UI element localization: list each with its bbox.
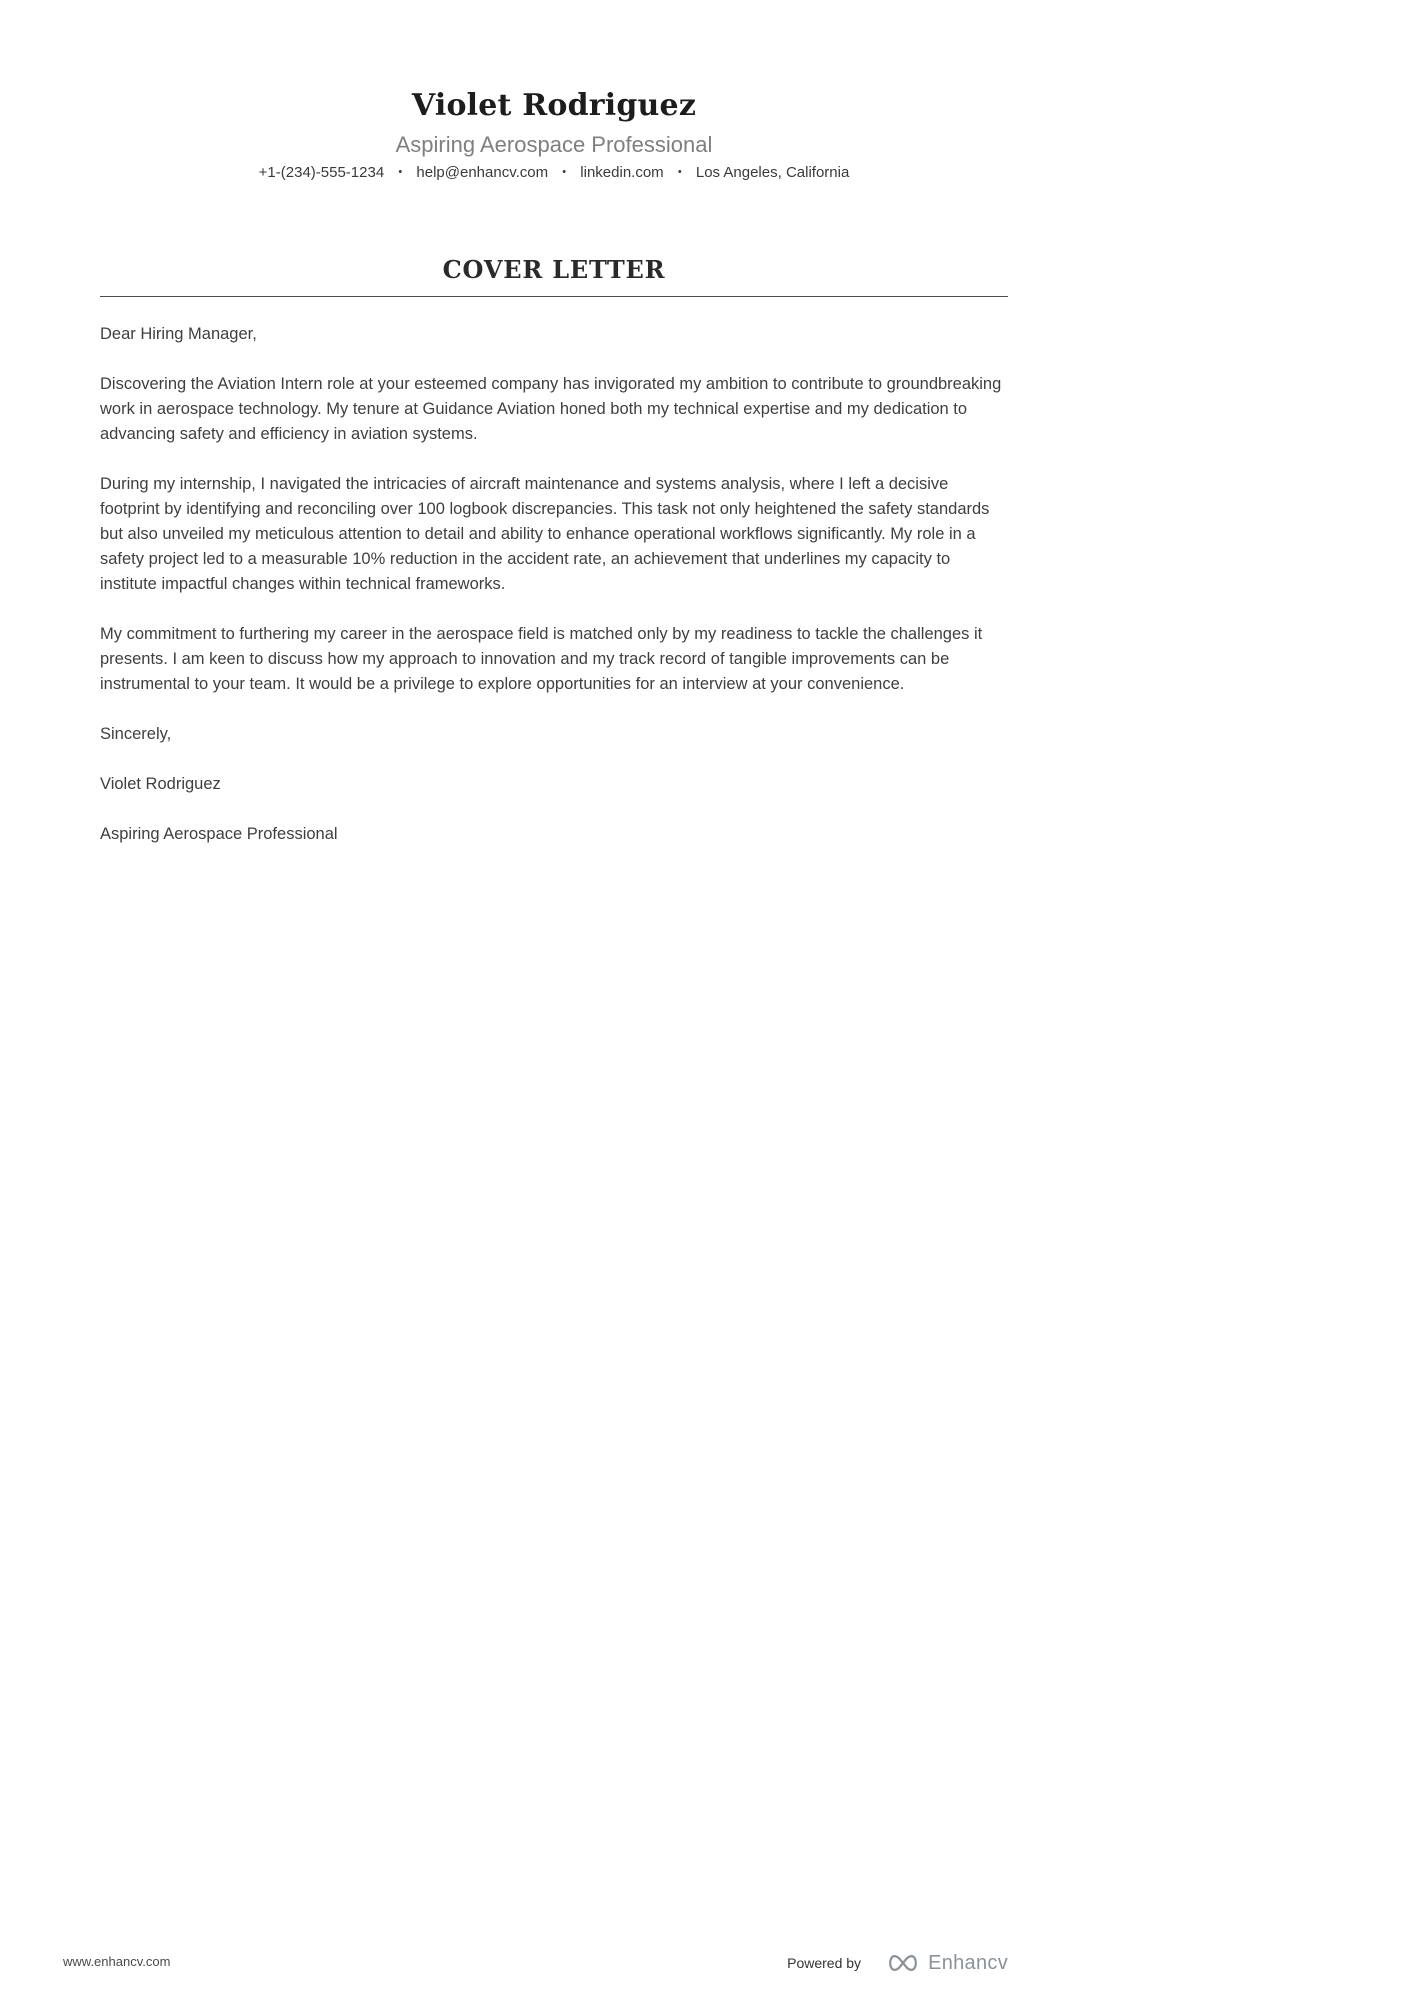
enhancv-logo[interactable] (885, 1951, 1008, 1975)
closing: Sincerely, (100, 725, 172, 743)
linkedin-link[interactable]: linkedin.com (580, 164, 664, 181)
person-name: Violet Rodriguez (411, 88, 697, 123)
section-title: COVER LETTER (442, 255, 666, 284)
footer-website-link[interactable]: www.enhancv.com (63, 1954, 171, 1969)
content-column (100, 0, 1008, 872)
signature-title: Aspiring Aerospace Professional (100, 825, 338, 843)
footer-branding (787, 1951, 1008, 1975)
letter-body (100, 322, 1008, 847)
enhancv-infinity-icon (885, 1951, 921, 1975)
bullet-separator: • (677, 166, 682, 178)
enhancv-brand-text: Enhancv (928, 1951, 1008, 1974)
email-link[interactable]: help@enhancv.com (416, 164, 549, 181)
paragraph-3: My commitment to furthering my career in the aerospace field is matched only by my readiness to tackle the challenges it presents. I am keen to discuss how my approach to innovation and my track record of tangible improvements can be instrumental to your team. It would be a privilege to explore opportunities for an interview at your convenience. (100, 625, 983, 693)
section-divider (100, 296, 1008, 297)
location-text: Los Angeles, California (695, 164, 850, 181)
document-header (100, 0, 1008, 181)
person-job-title: Aspiring Aerospace Professional (395, 132, 713, 157)
signature-name: Violet Rodriguez (100, 775, 221, 793)
phone-number: +1-(234)-555-1234 (258, 164, 385, 181)
bullet-separator: • (562, 166, 567, 178)
powered-by-label: Powered by (787, 1955, 862, 1971)
paragraph-1: Discovering the Aviation Intern role at your esteemed company has invigorated my ambition to contribute to groundbreaking work in aerospace technology. My tenure at Guidance Aviation honed both my technical expertise and my dedication to advancing safety and efficiency in aviation systems. (100, 375, 1002, 443)
salutation: Dear Hiring Manager, (100, 325, 257, 343)
contact-line (100, 164, 1008, 181)
paragraph-2: During my internship, I navigated the intricacies of aircraft maintenance and systems analysis, where I left a decisive footprint by identifying and reconciling over 100 logbook discrepancies. This task not only heightened the safety standards but also unveiled my meticulous attention to detail and ability to enhance operational workflows significantly. My role in a safety project led to a measurable 10% reduction in the accident rate, an achievement that underlines my capacity to institute impactful changes within technical frameworks. (100, 475, 990, 593)
bullet-separator: • (398, 166, 403, 178)
